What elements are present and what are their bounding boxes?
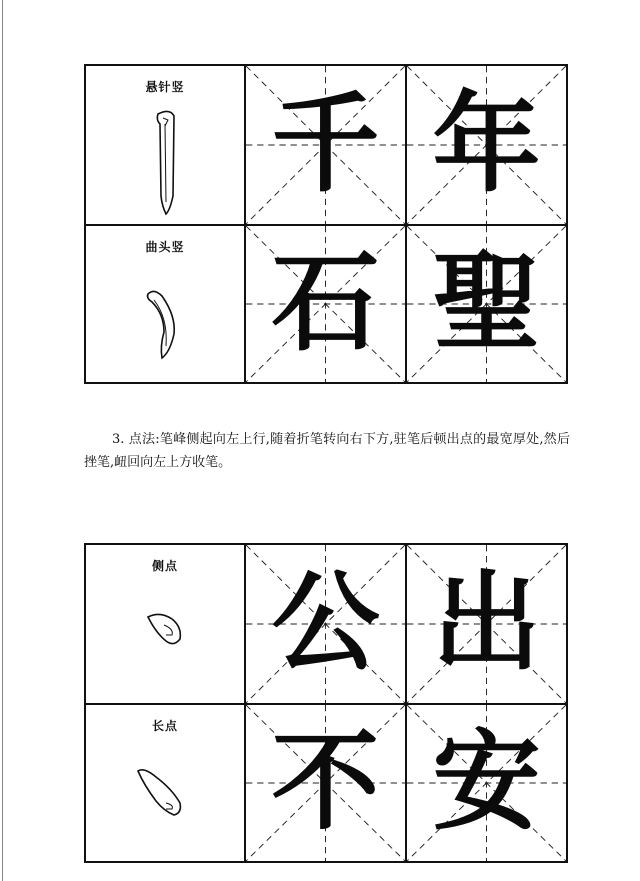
- stroke-name: 曲头竖: [145, 240, 185, 254]
- dot-stroke-method-paragraph: 3. 点法:笔峰侧起向左上行,随着折笔转向右下方,驻笔后顿出点的最宽厚处,然后挫笔,衄回向左上方收笔。: [84, 432, 570, 470]
- calligraphy-character: 出: [432, 561, 541, 686]
- stroke-label-cell: [86, 66, 246, 224]
- mi-grid-cell: [246, 705, 407, 861]
- calligraphy-character: 石: [271, 241, 380, 366]
- stroke-label-cell: [86, 226, 246, 382]
- calligraphy-character: 公: [271, 561, 380, 686]
- side-dot-stroke-diagram: [126, 585, 206, 695]
- stroke-label-cell: [86, 545, 246, 703]
- table-row: [86, 703, 566, 861]
- practice-table-dot-strokes: [84, 543, 568, 863]
- mi-grid-cell: [246, 66, 407, 224]
- stroke-name: 长点: [151, 719, 178, 733]
- mi-grid-cell: [407, 226, 566, 382]
- stroke-label-cell: [86, 705, 246, 861]
- practice-table-vertical-strokes: [84, 64, 568, 384]
- stroke-name: 侧点: [151, 559, 178, 573]
- curved-head-stroke-diagram: [126, 266, 206, 376]
- table-row: [86, 224, 566, 382]
- mi-grid-cell: [407, 705, 566, 861]
- hanging-needle-stroke-diagram: [126, 106, 206, 216]
- mi-grid-cell: [246, 545, 407, 703]
- table-row: [86, 545, 566, 703]
- calligraphy-character: 聖: [432, 241, 541, 366]
- calligraphy-character: 不: [271, 720, 380, 845]
- table-row: [86, 66, 566, 224]
- calligraphy-character: 安: [432, 720, 541, 845]
- page-gutter-line: [2, 0, 3, 881]
- mi-grid-cell: [407, 66, 566, 224]
- stroke-name: 悬针竖: [145, 80, 185, 94]
- mi-grid-cell: [407, 545, 566, 703]
- calligraphy-character: 年: [432, 82, 541, 207]
- mi-grid-cell: [246, 226, 407, 382]
- calligraphy-character: 千: [271, 82, 380, 207]
- long-dot-stroke-diagram: [126, 745, 206, 855]
